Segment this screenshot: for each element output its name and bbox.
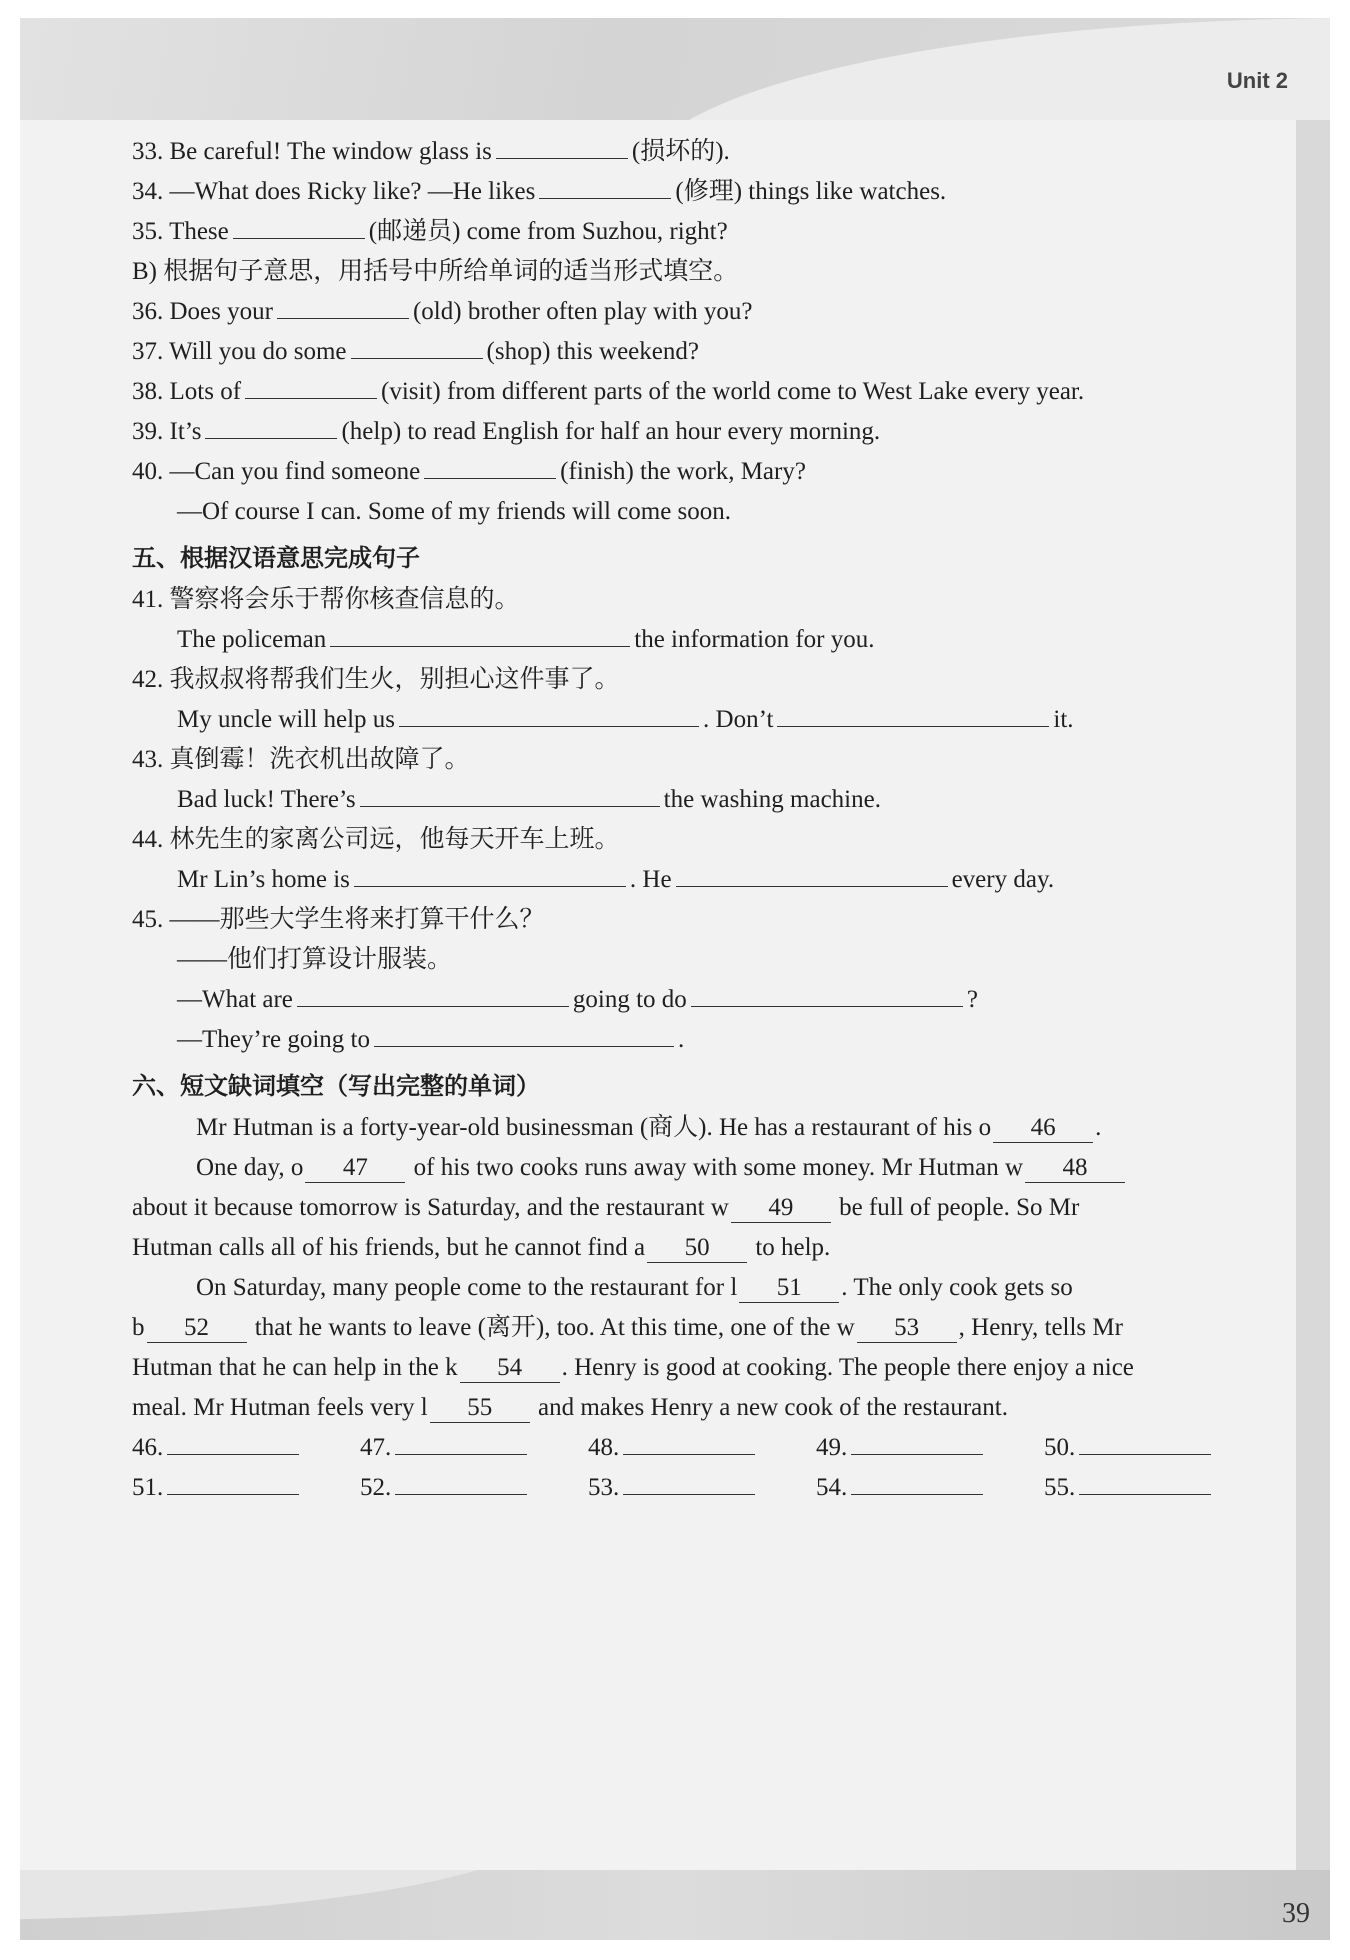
- page-number: 39: [1282, 1898, 1310, 1929]
- answer-blank[interactable]: [851, 1468, 983, 1495]
- question-39: 39. It’s (help) to read English for half an hour every morning.: [132, 412, 1272, 452]
- answer-blank[interactable]: [623, 1468, 755, 1495]
- answer-slot: 54.: [816, 1468, 1044, 1508]
- answer-blank[interactable]: [851, 1428, 983, 1455]
- passage-blank-53[interactable]: 53: [857, 1314, 957, 1343]
- answer-blank[interactable]: [330, 620, 630, 647]
- passage-blank-52[interactable]: 52: [147, 1314, 247, 1343]
- answer-slot: 50.: [1044, 1428, 1272, 1468]
- passage-blank-48[interactable]: 48: [1025, 1154, 1125, 1183]
- passage-blank-51[interactable]: 51: [739, 1274, 839, 1303]
- answer-blank[interactable]: [354, 860, 626, 887]
- answer-blank[interactable]: [167, 1428, 299, 1455]
- answer-blank[interactable]: [395, 1428, 527, 1455]
- page-footer: [20, 1870, 1330, 1940]
- answer-row-1: [132, 1428, 1272, 1468]
- question-41-chinese: 41. 警察将会乐于帮你核查信息的。: [132, 586, 520, 613]
- answer-slot: 48.: [588, 1428, 816, 1468]
- answer-blank[interactable]: [399, 700, 699, 727]
- passage-line: Hutman calls all of his friends, but he cannot find a 50 to help.: [132, 1234, 831, 1261]
- question-36: 36. Does your (old) brother often play with you?: [132, 292, 1272, 332]
- question-43-chinese: 43. 真倒霉！洗衣机出故障了。: [132, 746, 470, 773]
- passage-blank-55[interactable]: 55: [430, 1394, 530, 1423]
- page-header: [20, 18, 1330, 120]
- passage-line: On Saturday, many people come to the restaurant for l 51 . The only cook gets so: [196, 1274, 1073, 1301]
- passage-blank-54[interactable]: 54: [460, 1354, 560, 1383]
- answer-blank[interactable]: [395, 1468, 527, 1495]
- section-6-title: 六、短文缺词填空（写出完整的单词）: [132, 1072, 540, 1100]
- answer-blank[interactable]: [245, 372, 377, 399]
- question-45-chinese-q: 45. ——那些大学生将来打算干什么？: [132, 906, 545, 933]
- answer-blank[interactable]: [297, 980, 569, 1007]
- question-45-english-q: —What are going to do ?: [132, 980, 1272, 1020]
- question-40-reply: —Of course I can. Some of my friends will come soon.: [177, 498, 732, 525]
- passage-line: meal. Mr Hutman feels very l 55 and makes Henry a new cook of the restaurant.: [132, 1394, 1008, 1421]
- answer-blank[interactable]: [1079, 1428, 1211, 1455]
- unit-label: Unit 2: [1226, 68, 1288, 93]
- question-37: 37. Will you do some (shop) this weekend?: [132, 332, 1272, 372]
- answer-blank[interactable]: [691, 980, 963, 1007]
- question-44-english: Mr Lin’s home is . He every day.: [132, 860, 1272, 900]
- passage-line: One day, o 47 of his two cooks runs away with some money. Mr Hutman w 48: [132, 1148, 1272, 1188]
- question-35: 35. These (邮递员) come from Suzhou, right?: [132, 212, 1272, 252]
- page-edge-strip: [1296, 120, 1330, 1870]
- answer-slot: 51.: [132, 1468, 360, 1508]
- answer-blank[interactable]: [233, 212, 365, 239]
- question-33: 33. Be careful! The window glass is (损坏的).: [132, 132, 1272, 172]
- answer-row-2: [132, 1468, 1272, 1508]
- answer-blank[interactable]: [676, 860, 948, 887]
- answer-blank[interactable]: [496, 132, 628, 159]
- question-42-chinese: 42. 我叔叔将帮我们生火，别担心这件事了。: [132, 666, 620, 693]
- answer-blank[interactable]: [424, 452, 556, 479]
- answer-slot: 55.: [1044, 1468, 1272, 1508]
- answer-slot: 46.: [132, 1428, 360, 1468]
- question-34: 34. —What does Ricky like? —He likes (修理) things like watches.: [132, 172, 1272, 212]
- question-45-english-a: —They’re going to .: [132, 1020, 1272, 1060]
- passage-line: b 52 that he wants to leave (离开), too. At this time, one of the w 53 , Henry, tells Mr: [132, 1314, 1123, 1341]
- answer-blank[interactable]: [205, 412, 337, 439]
- passage-line: Hutman that he can help in the k 54 . Henry is good at cooking. The people there enjoy a nice: [132, 1354, 1134, 1381]
- worksheet-content: [132, 132, 1272, 1508]
- answer-blank[interactable]: [277, 292, 409, 319]
- footer-decoration: [20, 1870, 540, 1920]
- question-42-english: My uncle will help us . Don’t it.: [132, 700, 1272, 740]
- answer-blank[interactable]: [1079, 1468, 1211, 1495]
- passage-blank-47[interactable]: 47: [305, 1154, 405, 1183]
- part-b-instruction: B) 根据句子意思，用括号中所给单词的适当形式填空。: [132, 258, 739, 285]
- answer-blank[interactable]: [374, 1020, 674, 1047]
- question-41-english: The policeman the information for you.: [132, 620, 1272, 660]
- answer-blank[interactable]: [351, 332, 483, 359]
- answer-slot: 52.: [360, 1468, 588, 1508]
- answer-blank[interactable]: [167, 1468, 299, 1495]
- question-45-chinese-a: ——他们打算设计服装。: [177, 946, 453, 973]
- answer-blank[interactable]: [777, 700, 1049, 727]
- question-43-english: Bad luck! There’s the washing machine.: [132, 780, 1272, 820]
- answer-blank[interactable]: [623, 1428, 755, 1455]
- answer-blank[interactable]: [539, 172, 671, 199]
- answer-slot: 49.: [816, 1428, 1044, 1468]
- passage-blank-50[interactable]: 50: [647, 1234, 747, 1263]
- passage-blank-46[interactable]: 46: [993, 1114, 1093, 1143]
- section-5-title: 五、根据汉语意思完成句子: [132, 544, 420, 572]
- question-44-chinese: 44. 林先生的家离公司远，他每天开车上班。: [132, 826, 620, 853]
- passage-line: about it because tomorrow is Saturday, and the restaurant w 49 be full of people. So Mr: [132, 1194, 1080, 1221]
- passage-line: Mr Hutman is a forty-year-old businessman (商人). He has a restaurant of his o 46 .: [196, 1114, 1102, 1141]
- passage-blank-49[interactable]: 49: [731, 1194, 831, 1223]
- question-40: 40. —Can you find someone (finish) the work, Mary?: [132, 452, 1272, 492]
- question-38: 38. Lots of (visit) from different parts of the world come to West Lake every year.: [132, 372, 1272, 412]
- answer-slot: 53.: [588, 1468, 816, 1508]
- answer-slot: 47.: [360, 1428, 588, 1468]
- answer-blank[interactable]: [360, 780, 660, 807]
